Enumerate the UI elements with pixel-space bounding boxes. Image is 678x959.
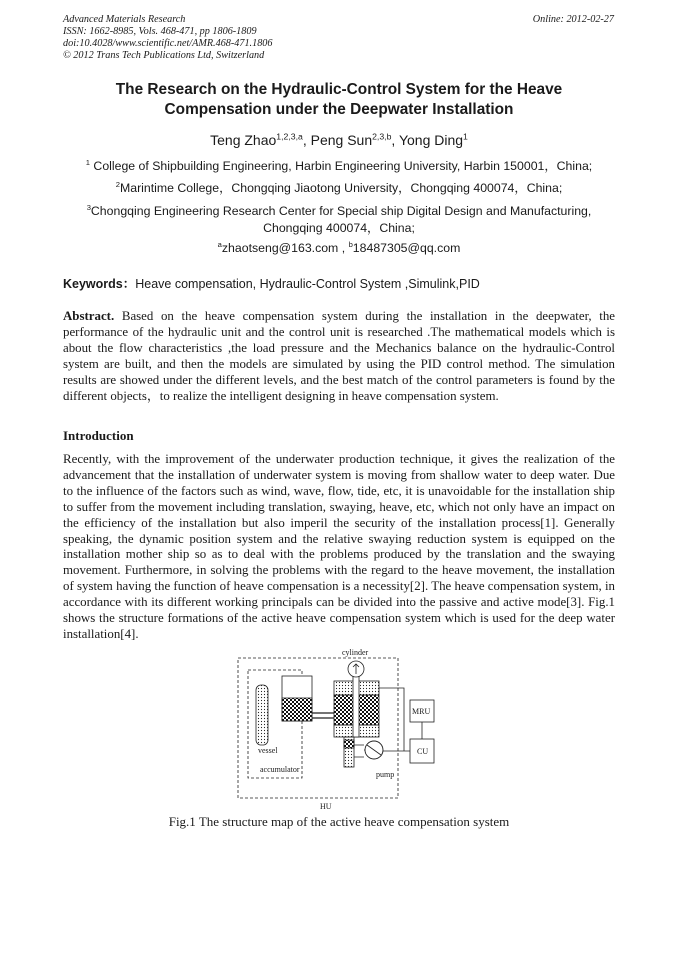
author-sup: 2,3,b <box>372 131 392 142</box>
journal-info <box>63 14 272 62</box>
keywords-label: Keywords： <box>63 277 136 291</box>
affiliation-text: College of Shipbuilding Engineering, Harbin Engineering University, Harbin 150001，China; <box>90 159 593 173</box>
abstract-text: Based on the heave compensation system during the installation in the deepwater, the performance of the hydraulic unit and the control unit is researched .The mathematical models which is about the flow characteristics ,the load pressure and the Mechanics balance on the hydraulic-Control system are built, and then the models are simulated by using the PID control method. The simulation results are showed under the different levels, and the best match of the control parameters is found by the different objects，to realize the intelligent designing in heave compensation system. <box>63 309 615 403</box>
affiliation-text: Chongqing Engineering Research Center for Special ship Digital Design and Manufacturing, Chongqing 400074，China; <box>90 204 592 235</box>
email-line <box>60 240 618 257</box>
author-sup: 1 <box>463 131 468 142</box>
label-vessel: vessel <box>258 746 278 755</box>
label-mru: MRU <box>412 707 431 716</box>
journal-doi: doi:10.4028/www.scientific.net/AMR.468-471.1806 <box>63 38 273 49</box>
label-cylinder: cylinder <box>342 648 369 657</box>
affiliation-1 <box>60 158 618 175</box>
affiliation-sup: 2 <box>115 179 120 189</box>
keywords-text: Heave compensation, Hydraulic-Control System ,Simulink,PID <box>135 277 480 291</box>
author-list <box>60 131 618 149</box>
author-name: Yong Ding <box>398 132 464 148</box>
paper-title <box>60 80 618 120</box>
author-sup: 1,2,3,a <box>276 131 303 142</box>
journal-issn: ISSN: 1662-8985, Vols. 468-471, pp 1806-1809 <box>63 26 257 37</box>
label-accumulator: accumulator <box>260 765 300 774</box>
author-separator: , <box>302 132 311 148</box>
affiliation-3 <box>75 203 603 237</box>
author-name: Teng Zhao <box>210 132 277 148</box>
journal-name: Advanced Materials Research <box>63 14 186 25</box>
email-sup: a <box>217 239 222 249</box>
abstract-label: Abstract. <box>63 309 115 323</box>
introduction-text: Recently, with the improvement of the underwater production technique, it gives the realization of the advancement that the installation of underwater system is moving from shallow water to deep water. Due to the influence of the factors such as wind, wave, flow, tide, etc, it is unavoidable for the installation ship to suffer from the movement including translation, swaying, heave, etc, which not only have an impact on the efficiency of the installation but also imperil the security of the installation process[1]. Generally speaking, the dynamic position system and the relative swaying reduction system is equipped on the installation mother ship so as to deal with the problems produced by the translation and the swaying movement. Furthermore, in solving the problems with the regard to the heave movement, the installation of system having the function of heave compensation is a necessity[2]. The heave compensation system, in accordance with its different working principals can be divided into the passive and active mode[3]. Fig.1 shows the structure formations of the active heave compensation system which is used for the deep water installation[4]. <box>63 452 615 641</box>
email-separator: , <box>338 241 349 255</box>
affiliation-sup: 1 <box>85 157 91 167</box>
email-sup: b <box>348 239 353 249</box>
label-hu: HU <box>320 802 332 811</box>
figure-caption: Fig.1 The structure map of the active heave compensation system <box>168 814 510 829</box>
affiliation-text: Marintime College，Chongqing Jiaotong University，Chongqing 400074，China; <box>119 181 563 195</box>
author-name: Peng Sun <box>310 132 373 148</box>
affiliation-sup: 3 <box>86 202 91 212</box>
heave-compensation-diagram <box>236 645 446 813</box>
keywords <box>63 276 480 292</box>
vessel-shape <box>256 685 268 745</box>
title-line-2: Compensation under the Deepwater Installation <box>164 101 514 118</box>
journal-copyright: © 2012 Trans Tech Publications Ltd, Switzerland <box>63 50 265 61</box>
abstract <box>63 309 615 404</box>
section-heading-introduction: Introduction <box>63 428 134 443</box>
label-pump: pump <box>376 770 395 779</box>
accumulator-oil <box>282 698 312 721</box>
label-cu: CU <box>417 747 429 756</box>
email-a: zhaotseng@163.com <box>221 241 339 255</box>
online-date: Online: 2012-02-27 <box>532 14 614 25</box>
email-b: 18487305@qq.com <box>352 241 461 255</box>
author-separator: , <box>391 132 399 148</box>
affiliation-2 <box>60 180 618 197</box>
title-line-1: The Research on the Hydraulic-Control System for the Heave <box>115 81 563 98</box>
